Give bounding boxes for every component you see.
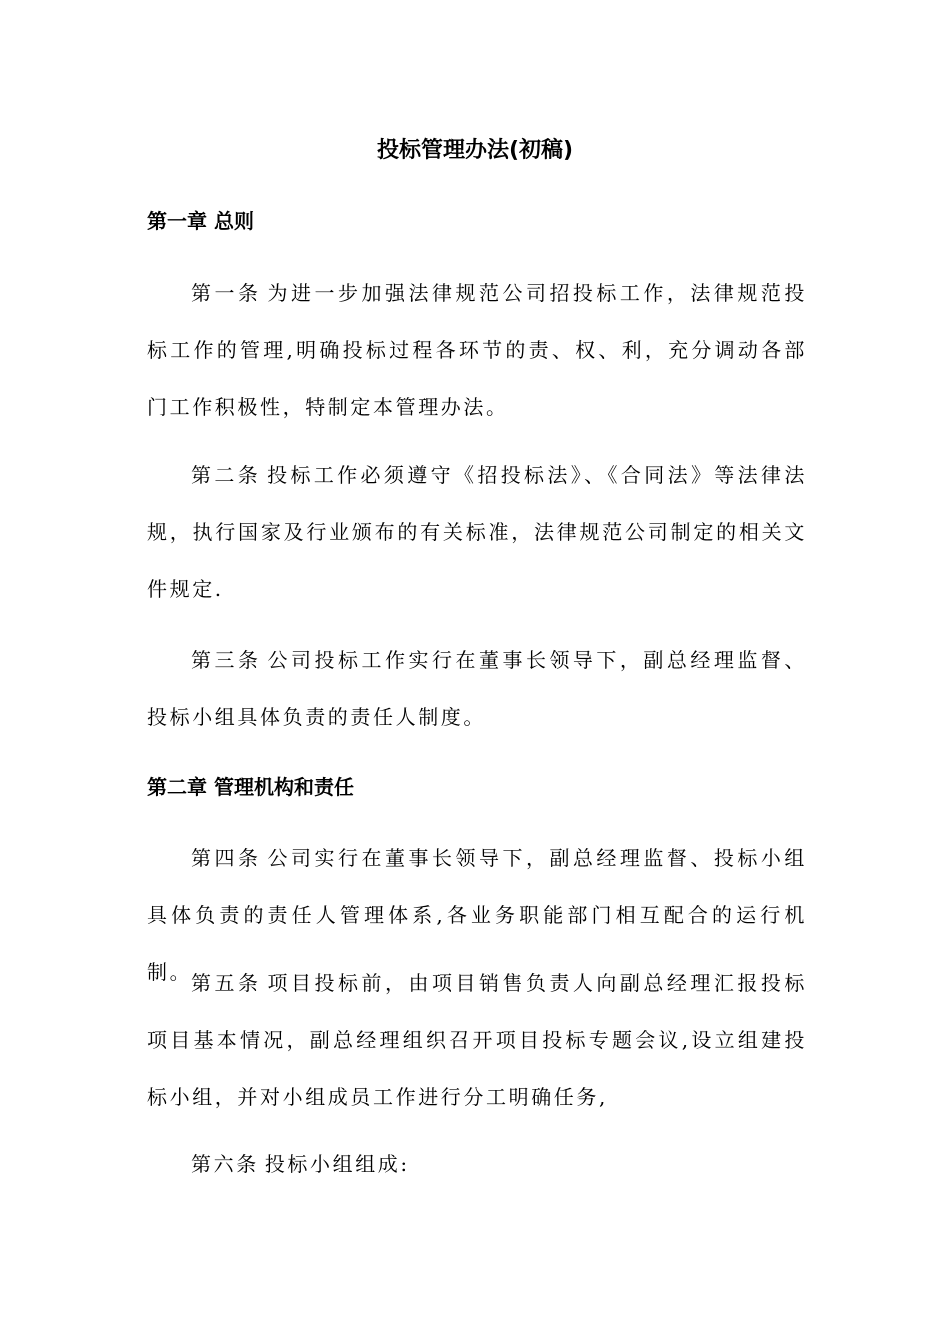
article-number: 第六条 [191, 1152, 259, 1176]
article-text: 投标小组组成: [264, 1152, 410, 1176]
article-number: 第四条 [191, 846, 262, 870]
chapter-heading-2: 第二章 管理机构和责任 [147, 775, 354, 799]
article-number: 第五条 [191, 971, 262, 995]
article-5 [147, 955, 807, 1126]
article-3 [147, 632, 807, 746]
article-6 [147, 1136, 807, 1193]
article-text: 公司投标工作实行在董事长领导下，副总经理监督、投标小组具体负责的责任人制度。 [147, 648, 807, 729]
article-text: 投标工作必须遵守《招投标法》、《合同法》等法律法规，执行国家及行业颁布的有关标准，法律规范公司制定的相关文件规定. [147, 463, 807, 601]
article-number: 第三条 [191, 648, 262, 672]
article-number: 第一条 [191, 281, 262, 305]
article-number: 第二条 [191, 463, 262, 487]
document-title: 投标管理办法(初稿) [376, 138, 574, 163]
article-text: 公司实行在董事长领导下，副总经理监督、投标小组具体负责的责任人管理体系,各业务职能部门相互配合的运行机制。 [147, 846, 807, 984]
article-text: 项目投标前，由项目销售负责人向副总经理汇报投标项目基本情况，副总经理组织召开项目投标专题会议,设立组建投标小组，并对小组成员工作进行分工明确任务, [147, 971, 807, 1109]
chapter-heading-1: 第一章 总则 [147, 209, 254, 233]
article-text: 为进一步加强法律规范公司招投标工作，法律规范投标工作的管理,明确投标过程各环节的责、权、利，充分调动各部门工作积极性，特制定本管理办法。 [147, 281, 807, 419]
article-2 [147, 447, 807, 618]
article-1 [147, 265, 807, 436]
